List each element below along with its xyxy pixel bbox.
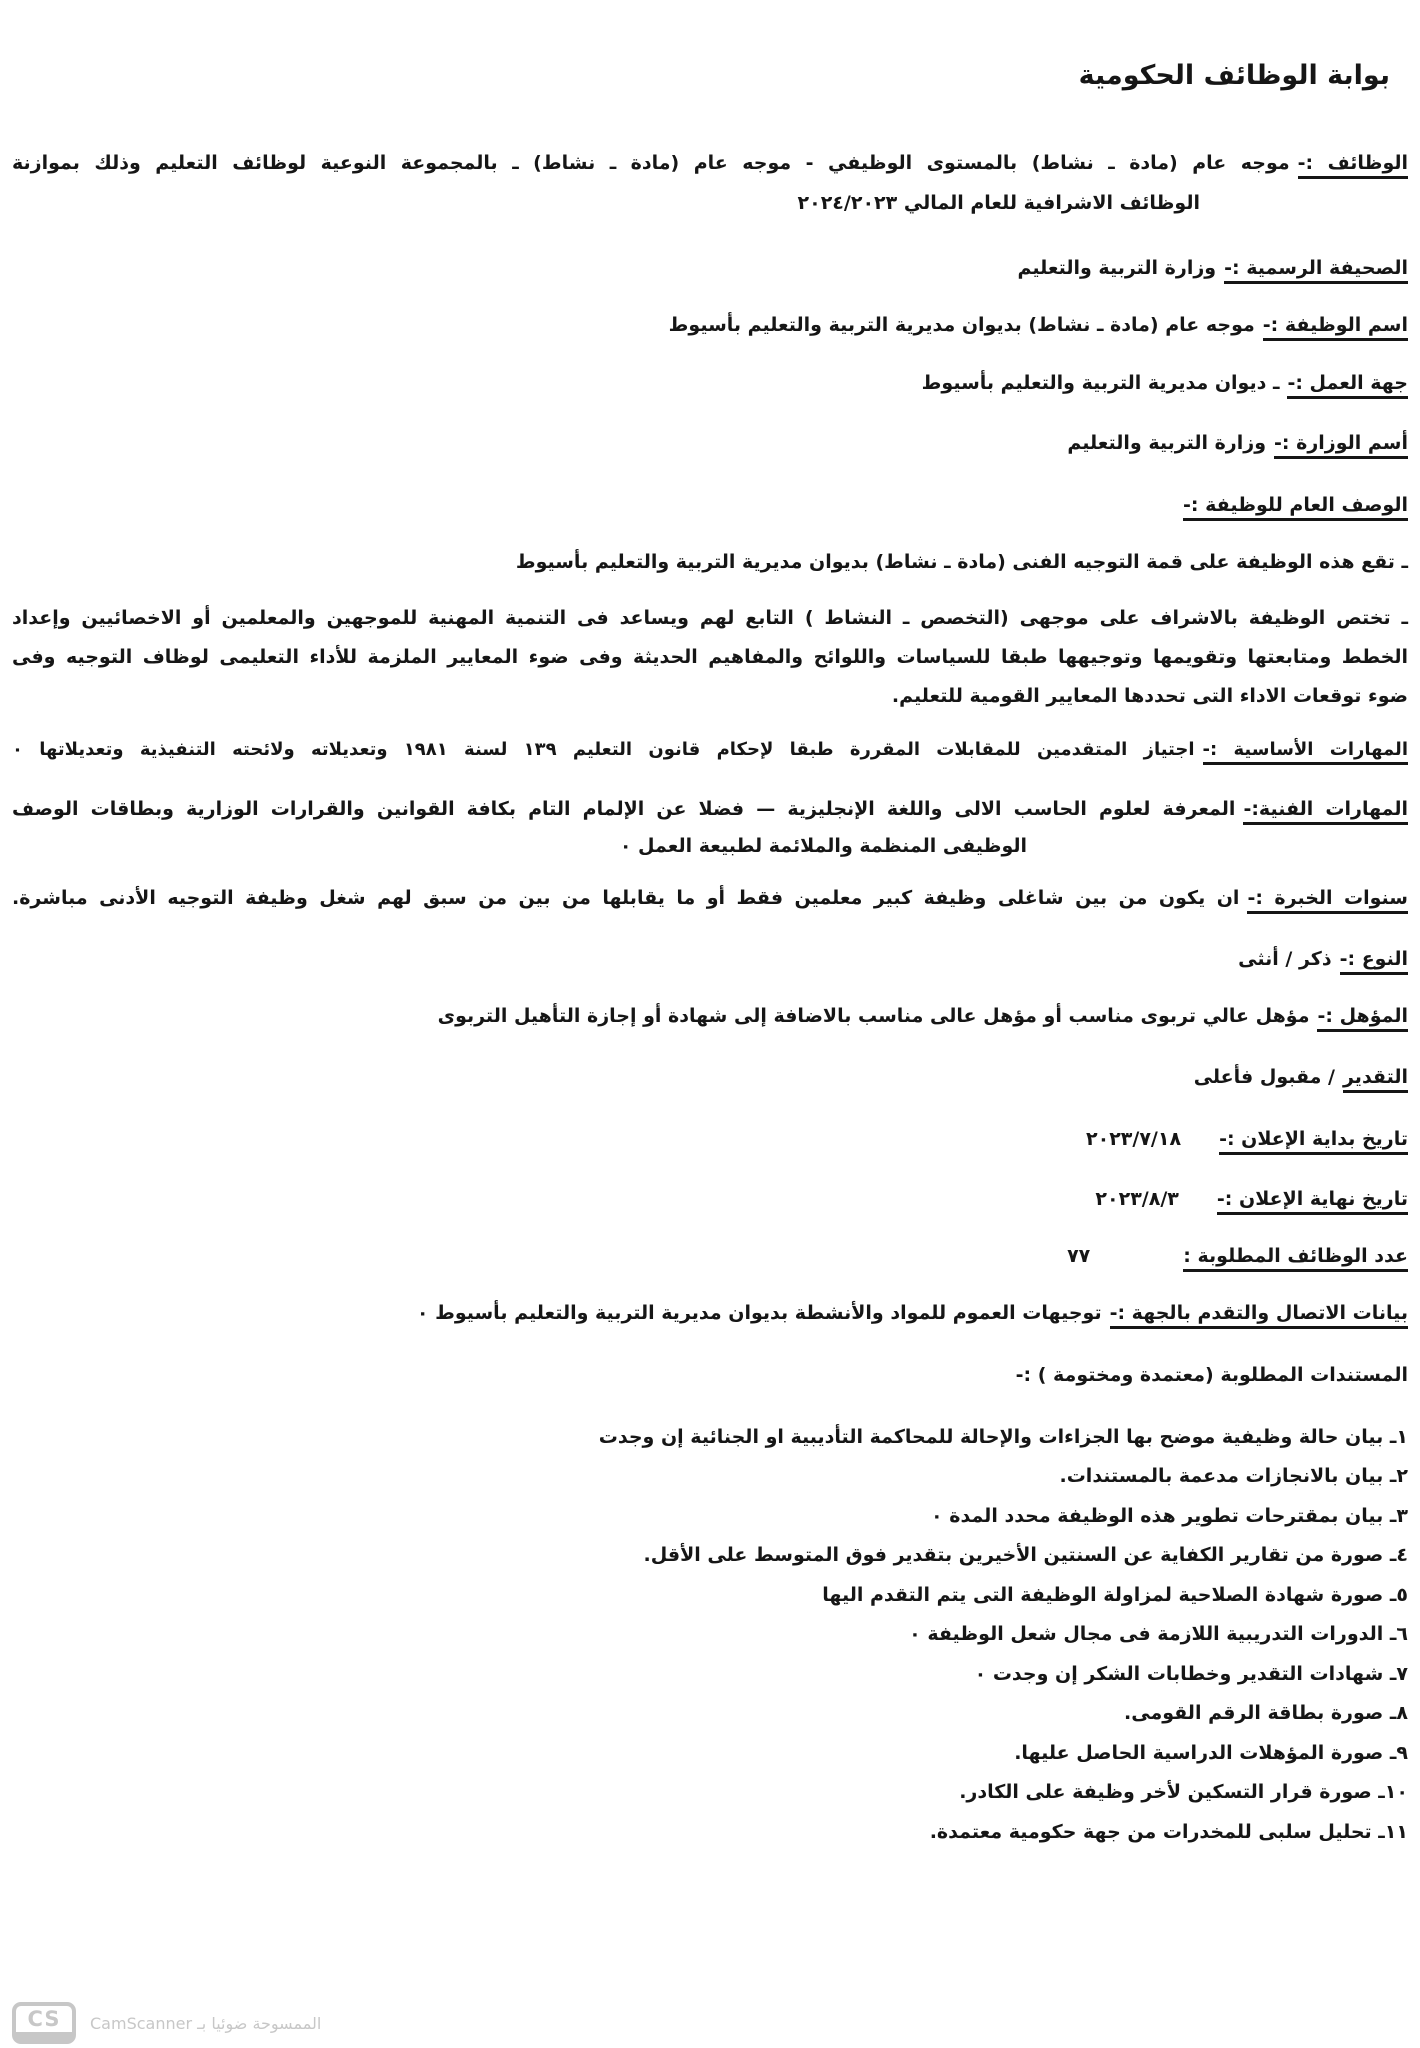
ministry-name-label: أسم الوزارة :-	[1274, 432, 1408, 459]
jobs-text: موجه عام (مادة ـ نشاط) بالمستوى الوظيفي - موجه عام (مادة ـ نشاط) ـ بالمجموعة النوعية لوظائف التعليم وذلك بموازنة	[12, 152, 1290, 174]
technical-skills-continuation	[12, 833, 1027, 861]
required-document-text-5: ٥ـ صورة شهادة الصلاحية لمزاولة الوظيفة التى يتم التقدم اليها	[822, 1584, 1408, 1606]
start-date-label: تاريخ بداية الإعلان :-	[1219, 1128, 1408, 1155]
field-basic-skills	[12, 737, 1408, 763]
experience-years-text: ان يكون من بين شاغلى وظيفة كبير معلمين فقط أو ما يقابلها من بين من سبق لهم شغل وظيفة التوجيه الأدنى مباشرة.	[12, 887, 1240, 909]
end-date-value: ٢٠٢٣/٨/٣	[1095, 1188, 1179, 1210]
required-document-item-9	[12, 1740, 1408, 1768]
end-date-label: تاريخ نهاية الإعلان :-	[1217, 1188, 1408, 1215]
camscanner-logo-icon: CS	[12, 2002, 76, 2044]
required-document-item-10	[12, 1779, 1408, 1807]
camscanner-caption: الممسوحة ضوئيا بـ CamScanner	[90, 2013, 322, 2033]
grade-text: / مقبول فأعلى	[1193, 1066, 1335, 1088]
field-qualification	[12, 1003, 1408, 1031]
qualification-label: المؤهل :-	[1317, 1005, 1408, 1032]
ministry-name-text: وزارة التربية والتعليم	[1067, 432, 1267, 454]
required-document-text-7: ٧ـ شهادات التقدير وخطابات الشكر إن وجدت ٠	[974, 1663, 1408, 1685]
job-name-text: موجه عام (مادة ـ نشاط) بديوان مديرية التربية والتعليم بأسيوط	[668, 314, 1255, 336]
vacancies-label: عدد الوظائف المطلوبة :	[1183, 1245, 1408, 1272]
heading-general-description	[12, 492, 1408, 520]
required-document-item-11	[12, 1819, 1408, 1847]
general-description-summary	[12, 549, 1408, 577]
required-document-item-2	[12, 1463, 1408, 1491]
required-document-text-8: ٨ـ صورة بطاقة الرقم القومى.	[1124, 1702, 1408, 1724]
jobs-label: الوظائف :-	[1298, 152, 1408, 179]
field-job-name	[12, 312, 1408, 340]
required-document-text-10: ١٠ـ صورة قرار التسكين لأخر وظيفة على الكادر.	[959, 1781, 1408, 1803]
required-document-item-3	[12, 1503, 1408, 1531]
qualification-text: مؤهل عالي تربوى مناسب أو مؤهل عالى مناسب بالاضافة إلى شهادة أو إجازة التأهيل التربوى	[437, 1005, 1310, 1027]
gender-text: ذكر / أنثى	[1238, 948, 1332, 970]
general-description-paragraph-line-2	[12, 644, 1408, 672]
general-description-paragraph-line-3	[12, 683, 1408, 711]
field-contact	[12, 1300, 1408, 1328]
required-document-text-2: ٢ـ بيان بالانجازات مدعمة بالمستندات.	[1059, 1465, 1408, 1487]
required-document-text-3: ٣ـ بيان بمقترحات تطوير هذه الوظيفة محدد المدة ٠	[931, 1505, 1408, 1527]
general-description-paragraph-text-2: الخطط ومتابعتها وتقويمها وتوجيهها طبقا للسياسات واللوائح والمفاهيم الحديثة وفى ضوء المعايير الملزمة للأداء التعليمى لوظاف التوجيه وفى	[12, 646, 1408, 668]
field-end-date	[12, 1186, 1408, 1214]
page-title: بوابة الوظائف الحكومية	[1078, 60, 1390, 91]
technical-skills-text-continuation: الوظيفى المنظمة والملائمة لطبيعة العمل ٠	[619, 835, 1027, 857]
employer-text: ـ ديوان مديرية التربية والتعليم بأسيوط	[921, 372, 1280, 394]
field-grade	[12, 1064, 1408, 1092]
general-description-paragraph-text-1: ـ تختص الوظيفة بالاشراف على موجهى (التخصص ـ النشاط ) التابع لهم ويساعد فى التنمية المهنية للموجهين والمعلمين أو الاخصائيين وإعداد	[12, 607, 1408, 629]
start-date-value: ٢٠٢٣/٧/١٨	[1086, 1128, 1182, 1150]
field-technical-skills	[12, 796, 1408, 824]
required-document-item-5	[12, 1582, 1408, 1610]
field-jobs	[12, 150, 1408, 178]
field-official-gazette	[12, 255, 1408, 283]
camscanner-watermark	[12, 2002, 321, 2044]
basic-skills-label: المهارات الأساسية :-	[1203, 739, 1408, 765]
grade-label: التقدير	[1343, 1066, 1408, 1093]
general-description-paragraph-text-3: ضوء توقعات الاداء التى تحددها المعايير القومية للتعليم.	[891, 685, 1408, 707]
required-document-text-4: ٤ـ صورة من تقارير الكفاية عن السنتين الأخيرين بتقدير فوق المتوسط على الأقل.	[643, 1544, 1408, 1566]
required-document-item-7	[12, 1661, 1408, 1689]
official-gazette-label: الصحيفة الرسمية :-	[1224, 257, 1408, 284]
experience-years-label: سنوات الخبرة :-	[1247, 887, 1408, 914]
required-document-item-8	[12, 1700, 1408, 1728]
job-name-label: اسم الوظيفة :-	[1263, 314, 1408, 341]
vacancies-value: ٧٧	[1067, 1245, 1091, 1267]
contact-text: توجيهات العموم للمواد والأنشطة بديوان مديرية التربية والتعليم بأسيوط ٠	[416, 1302, 1102, 1324]
general-description-paragraph-line-1	[12, 605, 1408, 633]
required-document-item-1	[12, 1424, 1408, 1452]
field-experience-years	[12, 885, 1408, 913]
general-description-label: الوصف العام للوظيفة :-	[1183, 494, 1408, 521]
required-document-text-9: ٩ـ صورة المؤهلات الدراسية الحاصل عليها.	[1014, 1742, 1408, 1764]
employer-label: جهة العمل :-	[1287, 372, 1408, 399]
required-documents-label: المستندات المطلوبة (معتمدة ومختومة ) :-	[1015, 1364, 1408, 1386]
field-ministry-name	[12, 430, 1408, 458]
required-document-text-11: ١١ـ تحليل سلبى للمخدرات من جهة حكومية معتمدة.	[929, 1821, 1408, 1843]
field-employer	[12, 370, 1408, 398]
gender-label: النوع :-	[1340, 948, 1408, 975]
technical-skills-text: المعرفة لعلوم الحاسب الالى واللغة الإنجليزية — فضلا عن الإلمام التام بكافة القوانين والقرارات الوزارية وبطاقات الوصف	[12, 798, 1236, 820]
field-jobs-continuation	[12, 190, 1200, 218]
field-vacancies	[12, 1243, 1408, 1271]
required-document-item-6	[12, 1621, 1408, 1649]
required-document-text-6: ٦ـ الدورات التدريبية اللازمة فى مجال شعل الوظيفة ٠	[909, 1623, 1408, 1645]
contact-label: بيانات الاتصال والتقدم بالجهة :-	[1110, 1302, 1408, 1329]
required-document-text-1: ١ـ بيان حالة وظيفية موضح بها الجزاءات والإحالة للمحاكمة التأديبية او الجنائية إن وجدت	[598, 1426, 1408, 1448]
required-document-item-4	[12, 1542, 1408, 1570]
basic-skills-text: اجتياز المتقدمين للمقابلات المقررة طبقا لإحكام قانون التعليم ١٣٩ لسنة ١٩٨١ وتعديلاته ولائحته التنفيذية وتعديلاتها ٠	[12, 739, 1195, 760]
general-description-summary-text: ـ تقع هذه الوظيفة على قمة التوجيه الفنى (مادة ـ نشاط) بديوان مديرية التربية والتعليم بأسيوط	[515, 551, 1408, 573]
field-gender	[12, 946, 1408, 974]
jobs-text-continuation: الوظائف الاشرافية للعام المالي ٢٠٢٤/٢٠٢٣	[797, 192, 1200, 214]
official-gazette-text: وزارة التربية والتعليم	[1017, 257, 1217, 279]
technical-skills-label: المهارات الفنية:-	[1243, 798, 1408, 825]
heading-required-documents	[12, 1362, 1408, 1390]
field-start-date	[12, 1126, 1408, 1154]
